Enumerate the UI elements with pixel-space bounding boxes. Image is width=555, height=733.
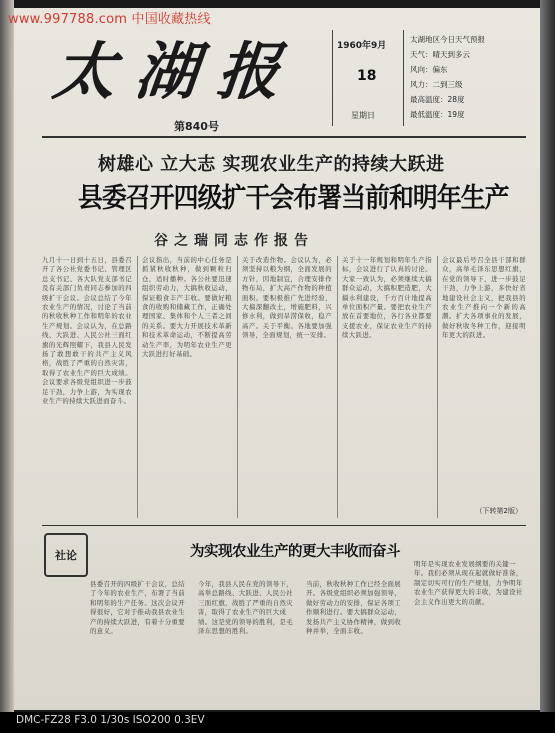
date-day: 18 [357, 68, 377, 84]
article-column: 关于十一年规划和明年生产指标，会议进行了认真的讨论。大家一致认为，必须继续大搞群众运动，大搞积肥造肥，大搞水利建设，千方百计地提高单位面积产量。要把农业生产放在首要地位，各行各业都要支援农业，保证农业生产的持续大跃进。 [342, 256, 432, 340]
left-edge-shadow [0, 0, 14, 712]
editorial-column: 今年，我县人民在党的领导下，高举总路线、大跃进、人民公社三面红旗，战胜了严重的自然灾害，取得了农业生产的巨大成绩。这是党的领导的胜利，是毛泽东思想的胜利。 [198, 580, 294, 636]
date-month: 1960年9月 [337, 41, 387, 51]
date-weekday: 星期日 [351, 111, 375, 120]
column-divider [437, 256, 438, 518]
section-rule [42, 525, 526, 526]
editorial-stamp: 社论 [44, 533, 88, 577]
headline-byline: 谷之瑞同志作报告 [154, 233, 314, 249]
weather-line: 风向：偏东 [410, 65, 448, 74]
column-divider [237, 256, 238, 518]
weather-line: 最高温度：28度 [410, 95, 465, 104]
weather-line: 太湖地区今日天气预报 [410, 35, 485, 44]
column-divider [337, 256, 338, 518]
weather-line: 天气：晴天到多云 [410, 50, 470, 59]
masthead-rule [42, 136, 526, 138]
camera-exif: DMC-FZ28 F3.0 1/30s ISO200 0.3EV [16, 714, 205, 726]
date-box [332, 30, 404, 126]
article-body [42, 256, 526, 518]
masthead-title: 太湖报 [49, 35, 304, 108]
weather-box [410, 32, 540, 132]
article-column: 关于改造作物。会议认为，必须坚持以粮为纲，全面发展的方针，因地制宜，合理安排作物布局，扩大高产作物的种植面积。要积极推广先进经验，大搞深翻改土，增施肥料，兴修水利，做到旱涝保收，稳产高产。关于平衡。各地要加强领导，全面规划，统一安排。 [242, 256, 332, 340]
article-column: 会议指出，当前的中心任务是抓紧秋收秋种，做到颗粒归仓，适时播种。各公社要迅速组织劳动力，大搞秋收运动，保证粮食丰产丰收。要做好粮食的收购和储藏工作，正确处理国家、集体和个人三者之间的关系。要大力开展技术革新和技术革命运动，不断提高劳动生产率，为明年农业生产更大跃进打好基础。 [142, 256, 232, 359]
site-watermark: www.997788.com 中国收藏热线 [8, 12, 211, 27]
article-column: 九月十一日到十五日，县委召开了各公社党委书记、管理区总支书记、各大队党支部书记及有关部门负责同志参加的四级扩干会议。会议总结了今年农业生产的情况，讨论了当前的秋收秋种工作和明年的农业生产规划。会议认为，在总路线、大跃进、人民公社三面红旗的光辉照耀下，我县人民发扬了敢想敢干的共产主义风格，战胜了严重的自然灾害，取得了农业生产的巨大成绩。会议要求各级党组织进一步鼓足干劲，力争上游，为实现农业生产的持续大跃进而奋斗。 [42, 256, 132, 406]
headline-main: 县委召开四级扩干会布署当前和明年生产 [78, 183, 509, 214]
article-column: 会议最后号召全县干部和群众，高举毛泽东思想红旗，在党的领导下，进一步鼓足干劲，力争上游，多快好省地建设社会主义，把我县的农业生产推向一个新的高潮。扩大各项事业的发展，做好秋收冬种工作，迎接明年更大的跃进。 [442, 256, 526, 340]
headline-kicker: 树雄心 立大志 实现农业生产的持续大跃进 [98, 154, 445, 175]
editorial-body [42, 560, 526, 710]
column-divider [137, 256, 138, 518]
weather-line: 最低温度：19度 [410, 110, 465, 119]
editorial-title: 为实现农业生产的更大丰收而奋斗 [190, 544, 400, 560]
editorial-column: 当前，秋收秋种工作已经全面展开。各级党组织必须加强领导，做好劳动力的安排，保证各项工作顺利进行。要大搞群众运动，发扬共产主义协作精神，做到收种并举，全面丰收。 [306, 580, 402, 636]
continued-note: （下转第2版） [475, 507, 522, 515]
editorial-column: 县委召开的四级扩干会议，总结了今年的农业生产，布署了当前和明年的生产任务。这次会议开得很好，它对于推动我县农业生产的持续大跃进，有着十分重要的意义。 [90, 580, 186, 636]
right-edge-shadow [540, 0, 555, 712]
newspaper-page [14, 8, 540, 710]
editorial-column: 明年是实现农业发展纲要的关键一年。我们必须从现在起就做好准备，制定切实可行的生产规划，力争明年农业生产获得更大的丰收，为建设社会主义作出更大的贡献。 [414, 560, 523, 606]
issue-number: 第840号 [174, 120, 219, 133]
weather-line: 风力：二到三级 [410, 80, 463, 89]
